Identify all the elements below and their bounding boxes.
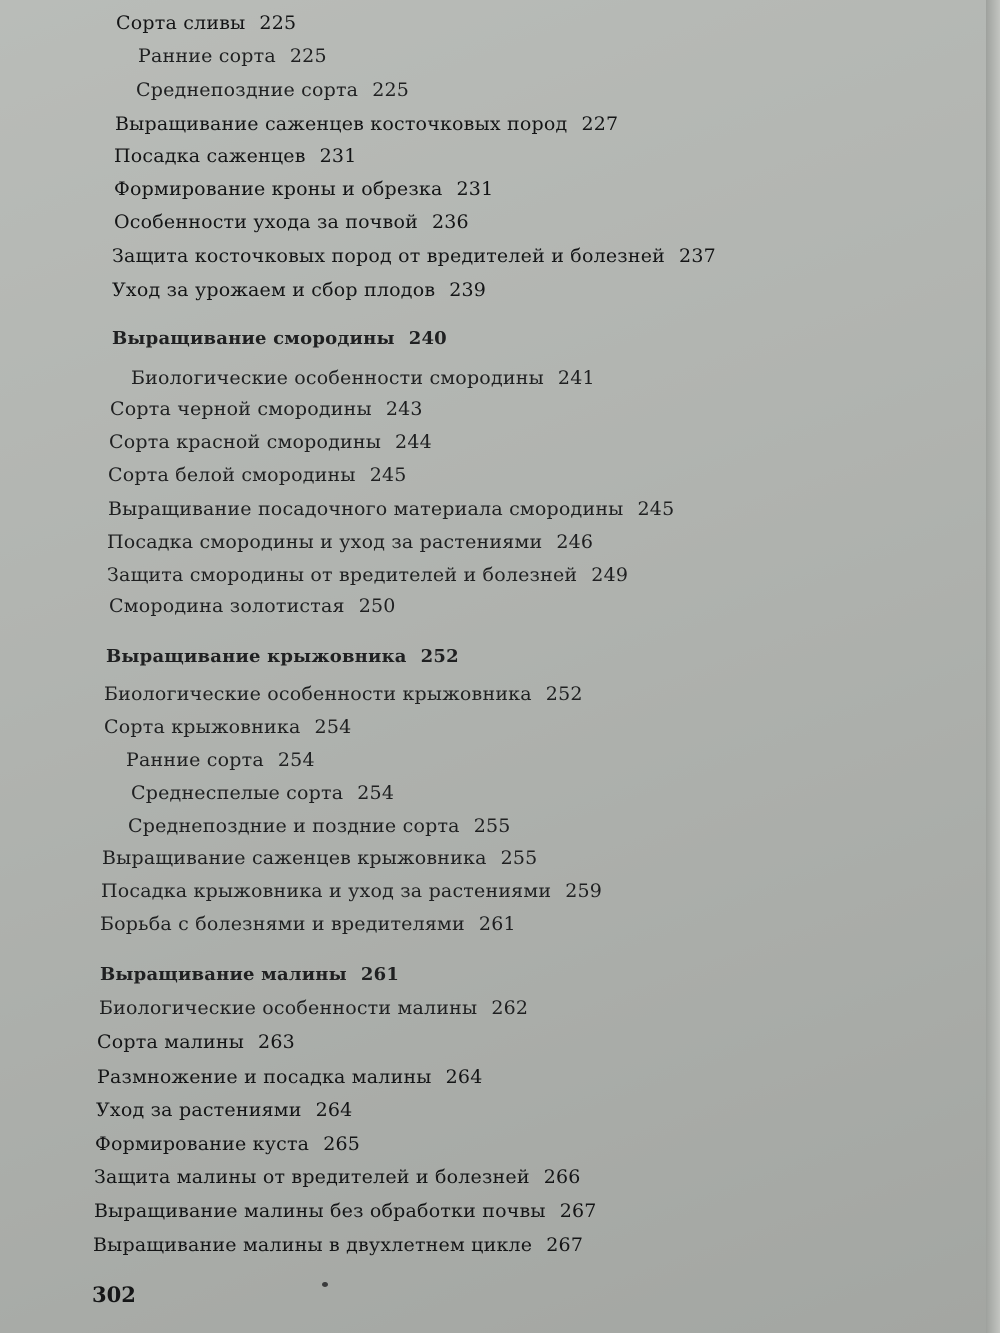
toc-entry-page: 245: [637, 498, 675, 520]
toc-entry-title: Выращивание малины в двухлетнем цикле: [93, 1234, 533, 1256]
toc-entry-page: 263: [258, 1031, 295, 1053]
toc-entry-page: 245: [369, 464, 407, 486]
toc-entry-title: Ранние сорта: [138, 45, 276, 67]
toc-entry-title: Сорта сливы: [116, 12, 246, 34]
toc-entry-title: Сорта малины: [97, 1031, 245, 1053]
toc-entry-page: 267: [559, 1200, 597, 1222]
toc-entry: [104, 716, 351, 738]
toc-entry-title: Выращивание крыжовника: [106, 646, 407, 667]
toc-entry-page: 225: [289, 45, 327, 67]
toc-entry-page: 264: [315, 1099, 353, 1121]
toc-entry: [114, 211, 469, 233]
toc-entry-page: 246: [556, 531, 594, 553]
toc-entry: [108, 464, 407, 486]
toc-section-heading: [112, 328, 447, 349]
toc-entry: [110, 398, 423, 420]
toc-entry-page: 262: [491, 997, 529, 1019]
page-number: 302: [92, 1282, 136, 1307]
toc-entry-page: 241: [557, 367, 595, 389]
toc-entry-title: Выращивание посадочного материала смородины: [108, 498, 624, 520]
toc-entry-title: Уход за урожаем и сбор плодов: [112, 279, 436, 301]
toc-entry-title: Формирование куста: [95, 1133, 310, 1155]
toc-entry-page: 252: [545, 683, 583, 705]
toc-entry-title: Биологические особенности малины: [99, 997, 478, 1019]
toc-entry-page: 231: [456, 178, 494, 200]
toc-entry: [138, 45, 327, 67]
toc-entry: [116, 12, 296, 34]
toc-entry: [93, 1234, 583, 1256]
toc-section-heading: [106, 646, 459, 667]
ink-speck: [322, 1282, 328, 1287]
toc-entry-title: Смородина золотистая: [109, 595, 345, 617]
toc-entry-title: Защита малины от вредителей и болезней: [94, 1166, 530, 1188]
toc-entry: [131, 782, 394, 804]
toc-entry-title: Защита косточковых пород от вредителей и болезней: [112, 245, 666, 267]
toc-entry-title: Размножение и посадка малины: [97, 1066, 432, 1088]
toc-entry-page: 265: [323, 1133, 361, 1155]
toc-entry-title: Защита смородины от вредителей и болезней: [107, 564, 578, 586]
toc-entry-title: Формирование кроны и обрезка: [114, 178, 443, 200]
toc-entry: [108, 498, 674, 520]
toc-entry-title: Уход за растениями: [96, 1099, 302, 1121]
toc-entry-page: 254: [314, 716, 352, 738]
toc-entry: [131, 367, 595, 389]
toc-entry-page: 236: [431, 211, 469, 233]
toc-entry: [109, 595, 396, 617]
toc-entry: [109, 431, 432, 453]
toc-entry: [114, 145, 357, 167]
toc-entry-page: 254: [357, 782, 395, 804]
toc-entry-page: 225: [372, 79, 410, 101]
toc-entry-title: Посадка крыжовника и уход за растениями: [101, 880, 552, 902]
toc-entry-page: 240: [408, 328, 447, 349]
toc-entry: [100, 913, 516, 935]
toc-entry-title: Выращивание малины: [100, 964, 347, 985]
toc-entry: [97, 1066, 483, 1088]
toc-entry: [97, 1031, 295, 1053]
toc-entry-title: Биологические особенности смородины: [131, 367, 544, 389]
toc-entry-title: Ранние сорта: [126, 749, 264, 771]
toc-entry: [126, 749, 315, 771]
toc-entry-title: Биологические особенности крыжовника: [104, 683, 532, 705]
toc-entry-page: 227: [581, 113, 619, 135]
toc-entry-page: 225: [259, 12, 297, 34]
toc-entry-page: 259: [565, 880, 603, 902]
toc-entry: [136, 79, 409, 101]
toc-entry-page: 266: [543, 1166, 581, 1188]
page-edge-shadow: [986, 0, 1000, 1333]
toc-entry-title: Посадка саженцев: [114, 145, 306, 167]
toc-entry-page: 261: [360, 964, 400, 985]
toc-entry: [101, 880, 602, 902]
toc-entry: [94, 1200, 597, 1222]
toc-entry-page: 267: [546, 1234, 584, 1256]
toc-entry-title: Сорта черной смородины: [110, 398, 372, 420]
toc-entry-page: 250: [358, 595, 396, 617]
toc-entry-title: Среднепоздние сорта: [136, 79, 359, 101]
toc-entry-page: 261: [478, 913, 516, 935]
toc-entry-title: Выращивание саженцев косточковых пород: [115, 113, 568, 135]
toc-entry: [104, 683, 583, 705]
toc-entry-page: 255: [473, 815, 511, 837]
toc-entry-title: Среднеспелые сорта: [131, 782, 344, 804]
toc-entry-page: 255: [500, 847, 538, 869]
toc-entry-title: Сорта крыжовника: [104, 716, 301, 738]
toc-entry: [96, 1099, 352, 1121]
toc-entry: [107, 531, 593, 553]
toc-entry-page: 249: [591, 564, 629, 586]
toc-entry: [107, 564, 628, 586]
toc-entry: [112, 279, 486, 301]
toc-entry-title: Выращивание смородины: [112, 328, 395, 349]
toc-entry: [94, 1166, 581, 1188]
toc-entry-title: Борьба с болезнями и вредителями: [100, 913, 465, 935]
toc-entry: [112, 245, 716, 267]
toc-entry-title: Сорта белой смородины: [108, 464, 356, 486]
toc-entry-title: Среднепоздние и поздние сорта: [128, 815, 460, 837]
toc-entry: [114, 178, 493, 200]
toc-entry-page: 239: [449, 279, 487, 301]
toc-entry-page: 264: [445, 1066, 483, 1088]
toc-entry: [95, 1133, 360, 1155]
toc-entry-page: 244: [395, 431, 432, 453]
toc-entry-page: 252: [420, 646, 459, 667]
toc-entry-page: 254: [277, 749, 315, 771]
toc-entry: [99, 997, 528, 1019]
toc-section-heading: [100, 964, 399, 985]
toc-entry-title: Выращивание саженцев крыжовника: [102, 847, 487, 869]
toc-entry-title: Особенности ухода за почвой: [114, 211, 418, 233]
toc-entry-page: 243: [385, 398, 423, 420]
toc-entry-page: 237: [679, 245, 716, 267]
toc-entry-title: Посадка смородины и уход за растениями: [107, 531, 543, 553]
toc-entry: [102, 847, 537, 869]
toc-entry-page: 231: [319, 145, 357, 167]
toc-entry: [115, 113, 618, 135]
toc-entry: [128, 815, 511, 837]
toc-entry-title: Сорта красной смородины: [109, 431, 382, 453]
toc-entry-title: Выращивание малины без обработки почвы: [94, 1200, 546, 1222]
